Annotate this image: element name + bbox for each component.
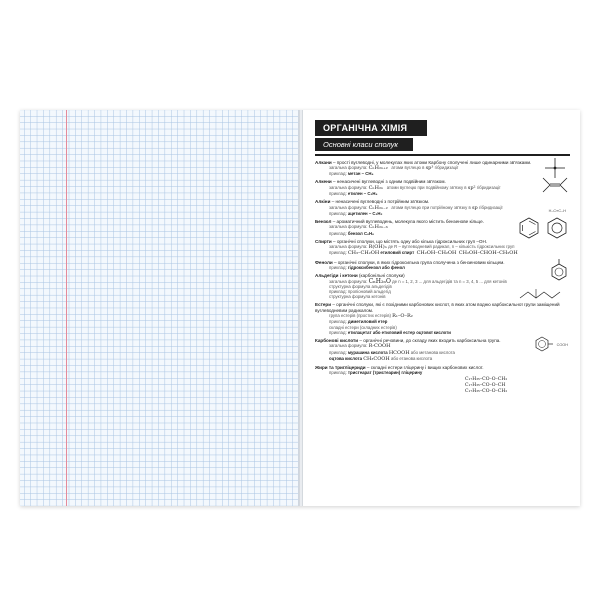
general-formula: CₙH₂ₙ [368,184,384,191]
section-alkenes [315,179,570,196]
hybridization: sp² [467,184,476,191]
general-formula: CₙH₂ₙ₋₆ [368,224,388,231]
benzene-kekule-icon [518,217,540,239]
section-name: Карбонові кислоти [315,338,359,344]
section-name: Бензол [315,218,332,224]
example: гідроксибензол або фенол [347,264,405,270]
example: ацетилен – C₂H₂ [347,210,383,216]
example-label: приклад: [329,250,347,256]
section-alcohols [315,239,570,257]
example-label: приклад: [329,171,347,177]
example-label-2: приклад: [329,329,347,335]
section-desc: – прості вуглеводні, у молекулах яких атоми Карбону сполучені лише одинарними зв'язками. [331,159,532,165]
section-desc: – ненасичені вуглеводні з одним подвійним зв'язком. [331,179,446,185]
example-2-note: або етанова кислота [390,355,433,361]
section-desc: – органічні речовини, до складу яких входить карбоксильна група. [358,338,501,344]
section-benzene [315,219,570,236]
general-formula: R(OH)ₙ [368,244,387,251]
example-note: пропіоновий альдегід [347,288,391,294]
formula-label: загальна формула: [329,244,368,250]
example: диметиловий етер [347,319,388,325]
section-name: Альдегіди і кетони [315,273,358,279]
formula-note: де R – вуглеводневий радикал, n – кількість гідроксильних груп [388,244,515,250]
tristearin-formula [465,377,570,395]
hybridization: sp [471,204,478,211]
formula-line: C₁₇H₃₅–CO–O–CH₂ [465,376,508,382]
section-name: Жири та тригліцериди [315,365,366,371]
hybrid-note: гібридизації [476,184,501,190]
example-label: приклад: [329,190,347,196]
hybridization: sp³ [425,164,434,171]
example-3: CH₂OH–CHOH–CH₂OH [458,250,518,257]
formula-line: C₁₇H₃₅–CO–O–CH₂ [465,388,508,394]
hybrid-label: атоми вуглецю при подвійному зв'язку в [386,184,467,190]
section-carboxylic-acids [315,338,570,362]
open-notebook [20,110,580,506]
example: етилен – C₂H₄ [347,190,378,196]
hybrid-label: атоми вуглецю при потрійному зв'язку в [391,204,471,210]
general-formula: CₙH₂ₙ₊₂ [368,164,388,171]
example: CH₃–CH₂OH [347,250,380,257]
general-formula: CₙH₂ₙO [368,277,391,285]
formula-label: загальна формула: [329,278,368,284]
aldehyde-structure-label: структурна формула альдегідів [329,283,392,289]
ketone-chain-icon [518,287,564,301]
formula-label: загальна формула: [329,224,368,230]
formula-label: загальна формула: [329,164,368,170]
formula-line: C₁₇H₃₅–CO–O–CH [465,382,506,388]
example-label: приклад: [329,319,347,325]
section-fats [315,365,570,395]
section-name: Алкани [315,159,332,165]
section-phenols [315,260,570,271]
example-formula: HCOOH [388,349,410,356]
section-desc: – органічні сполуки, які є похідними карбонових кислот, в яких атом водню карбоксильної групи заміщений вуглеводневим радикалом. [315,302,560,313]
example-2: CH₂OH–CH₂OH [416,250,457,257]
example-label: приклад: [329,349,347,355]
example-2: етилацетат або етиловий естер оцтової кислоти [347,329,451,335]
example-label: приклад: [329,370,347,376]
margin-line [66,110,67,506]
ethers-label: група естерів (простих естерів) [329,313,391,319]
example-2-formula: CH₃COOH [363,355,390,362]
ketone-structure-label: структурна формула кетонів [329,294,386,300]
example: метан – CH₄ [347,171,374,177]
example-label: приклад: [329,288,347,294]
hybrid-note: гібридизації [434,164,459,170]
section-name: Алкени [315,179,332,185]
grid-page [20,110,299,506]
example-label: приклад: [329,210,347,216]
benzene-ring-icon [546,217,568,239]
section-desc: – ненасичені вуглеводні з потрійним зв'язком. [330,199,430,205]
example: тристеарат (тристеарин) гліцерину [347,370,423,376]
section-aldehydes-ketones [315,273,570,299]
formula-note: де n = 1, 2, 3 ... для альдегідів та n = 3, 4, 5 ... для кетонів [392,278,507,284]
example: мурашина кислота [347,349,388,355]
divider [315,154,570,156]
section-esters [315,302,570,335]
chemistry-reference-page [303,110,580,506]
section-name: Алкіни [315,199,331,205]
formula-label: загальна формула: [329,184,368,190]
section-desc: (карбонільні сполуки) [357,273,405,279]
general-formula: CₙH₂ₙ₋₂ [368,204,388,211]
acetylene-structure-label: H–C≡C–H [548,209,566,214]
example-note: етиловий спирт [380,250,415,256]
ethers-formula: R₁–O–R₂ [392,313,413,320]
example-2: оцтова кислота [329,355,362,361]
section-alkynes [315,199,570,216]
cooh-label: COOH [556,343,568,348]
section-desc: – складні естери гліцерину і вищих карбонових кислот. [365,365,484,371]
hybrid-note: гібридизації [478,204,503,210]
esters-label: складні естери (складних естерів) [329,324,397,330]
example-label: приклад: [329,230,347,236]
page-subtitle: Основні класи сполук [315,138,413,151]
section-desc: – органічні сполуки, в яких гідроксильна група сполучена з бензеновим кільцем. [332,259,505,265]
ethylene-structure-icon [540,175,570,195]
section-alkanes [315,160,570,177]
formula-label: загальна формула: [329,204,368,210]
section-desc: – ароматичний вуглеводень, молекула якого містить бензенове кільце. [331,218,484,224]
section-name: Спирти [315,238,332,244]
section-name: Феноли [315,259,333,265]
section-name: Естери [315,302,332,308]
example-label: приклад: [329,264,347,270]
section-desc: – органічні сполуки, що містять одну або кілька гідроксильних груп –OH. [331,238,488,244]
formula-label: загальна формула: [329,343,368,349]
general-formula: R-COOH [368,343,391,350]
page-title: ОРГАНІЧНА ХІМІЯ [315,120,427,136]
example: бензол C₆H₆ [347,230,375,236]
hybrid-label: атоми вуглецю в [391,164,425,170]
example-note: або метанова кислота [410,349,455,355]
